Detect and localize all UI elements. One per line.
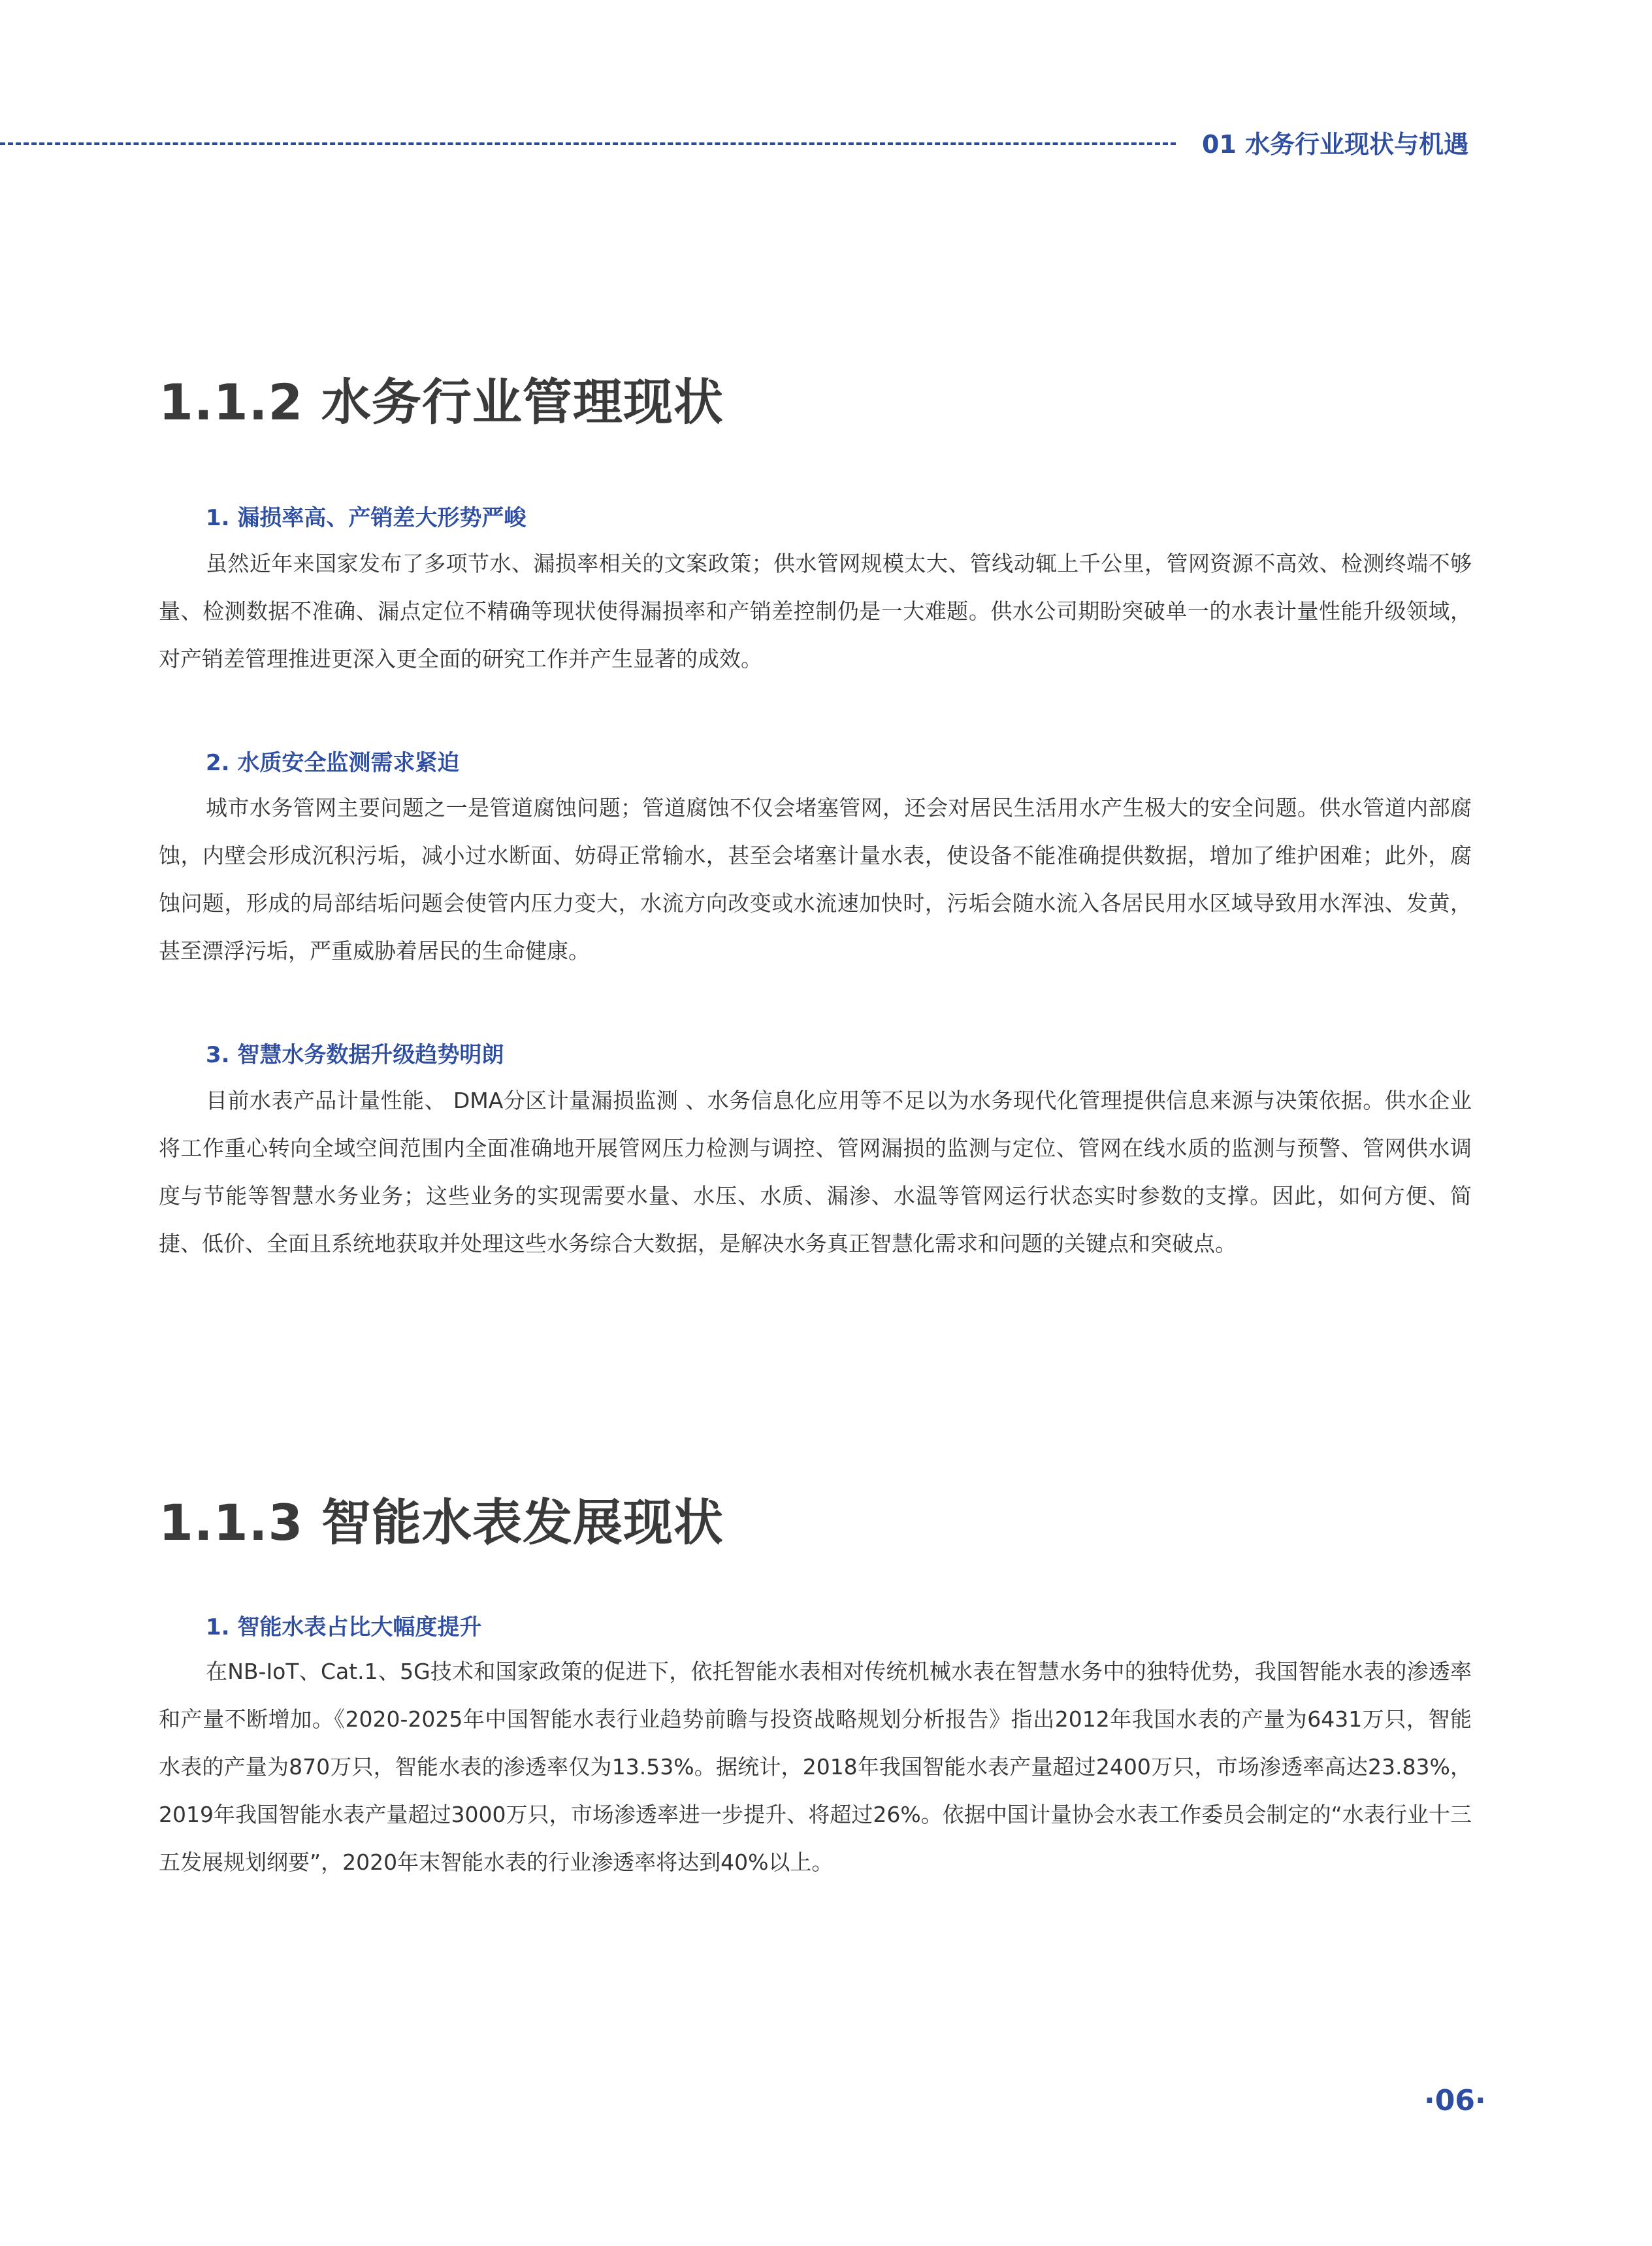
paragraph-smart-meter-share: 在NB-IoT、Cat.1、5G技术和国家政策的促进下，依托智能水表相对传统机械水表在智慧水务中的独特优势，我国智能水表的渗透率和产量不断增加。《2020-2025年中国智能水表行业趋势前瞻与投资战略规划分析报告》指出2012年我国水表的产量为6431万只，智能水表的产量为870万只，智能水表的渗透率仅为13.53%。据统计，2018年我国智能水表产量超过2400万只，市场渗透率高达23.83%， 2019年我国智能水表产量超过3000万只，市场渗透率进一步提升、将超过26%。依据中国计量协会水表工作委员会制定的“水表行业十三五发展规划纲要”，2020年末智能水表的行业渗透率将达到40%以上。 — [159, 1659, 1472, 1875]
paragraph-smart-data: 目前水表产品计量性能、 DMA分区计量漏损监测 、水务信息化应用等不足以为水务现代化管理提供信息来源与决策依据。供水企业将工作重心转向全域空间范围内全面准确地开展管网压力检测与调控、管网漏损的监测与定位、管网在线水质的监测与预警、管网供水调度与节能等智慧水务业务；这些业务的实现需要水量、水压、水质、漏渗、水温等管网运行状态实时参数的支撑。因此，如何方便、简捷、低价、全面且系统地获取并处理这些水务综合大数据，是解决水务真正智慧化需求和问题的关键点和突破点。 — [159, 1088, 1472, 1256]
subsection-title-smart-meter-share: 1. 智能水表占比大幅度提升 — [206, 1614, 482, 1640]
paragraph-water-quality: 城市水务管网主要问题之一是管道腐蚀问题；管道腐蚀不仅会堵塞管网，还会对居民生活用水产生极大的安全问题。供水管道内部腐蚀，内壁会形成沉积污垢，减小过水断面、妨碍正常输水，甚至会堵塞计量水表，使设备不能准确提供数据，增加了维护困难；此外，腐蚀问题，形成的局部结垢问题会使管内压力变大，水流方向改变或水流速加快时，污垢会随水流入各居民用水区域导致用水浑浊、发黄，甚至漂浮污垢，严重威胁着居民的生命健康。 — [159, 795, 1472, 964]
section-heading-1-1-2: 1.1.2 水务行业管理现状 — [159, 373, 724, 431]
section-header-label: 01 水务行业现状与机遇 — [1202, 130, 1469, 159]
paragraph-leakage: 虽然近年来国家发布了多项节水、漏损率相关的文案政策；供水管网规模太大、管线动辄上千公里，管网资源不高效、检测终端不够量、检测数据不准确、漏点定位不精确等现状使得漏损率和产销差控制仍是一大难题。供水公司期盼突破单一的水表计量性能升级领域，对产销差管理推进更深入更全面的研究工作并产生显著的成效。 — [159, 551, 1472, 672]
section-heading-1-1-3: 1.1.3 智能水表发展现状 — [159, 1493, 724, 1552]
page-number: ·06· — [1424, 2084, 1486, 2117]
header-dashed-rule — [0, 142, 1176, 145]
subsection-title-water-quality: 2. 水质安全监测需求紧迫 — [206, 750, 460, 776]
subsection-title-smart-data: 3. 智慧水务数据升级趋势明朗 — [206, 1042, 504, 1068]
subsection-title-leakage: 1. 漏损率高、产销差大形势严峻 — [206, 505, 526, 531]
